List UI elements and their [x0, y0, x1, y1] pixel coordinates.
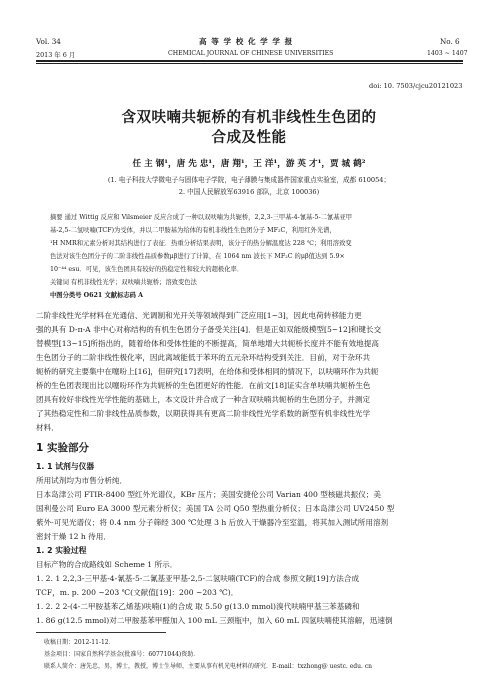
intro-line: 了其热稳定性和二阶非线性品质参数，以期获得具有更高二阶非线性光学系数的新型有机非线性光学 — [36, 409, 371, 418]
footnote-rule — [36, 632, 166, 633]
abstract-line: ¹H NMR和元素分析对其结构进行了表征．热重分析结果表明，该分子的热分解温度达 228 ℃；利用溶致变 — [50, 240, 352, 247]
body-line: TCF，m. p. 200 ~203 ℃(文献值[19]：200 ~203 ℃)． — [36, 588, 239, 597]
header-rule — [36, 60, 463, 62]
header-pages: 1403 ~ 1407 — [427, 50, 468, 57]
header-rule-thin — [36, 63, 463, 64]
header-volume: Vol. 34 — [36, 37, 61, 46]
classification: 中图分类号 O621 文献标志码 A — [50, 292, 144, 299]
intro-line: 团具有较好非线性光学性能的基础上，本文设计并合成了一种含双呋喃共轭桥的生色团分子，并测定 — [36, 395, 371, 404]
intro-line: 替模型[13~15]所指出的，随着给体和受体性能的不断提高，简单地增大共轭桥长度并不能有效地提高 — [36, 339, 379, 348]
intro-line: 轭桥的研究主要集中在噻吩上[16]，但研究[17]表明，在给体和受体相同的情况下，以呋喃环作为共轭 — [36, 367, 379, 376]
abstract-line: 摘要 通过 Wittig 反应和 Vilsmeier 反应合成了一种以双呋喃为共轭桥，2,2,3-三甲基-4-氰基-5-二氰基亚甲 — [50, 214, 353, 221]
body-line: 紫外-可见光谱仪；将 0.4 nm 分子筛经 300 ℃处理 3 h 后放入干燥器冷至室温，将其加入测试所用溶剂 — [36, 518, 389, 527]
header-journal-cn: 高 等 学 校 化 学 学 报 — [199, 37, 294, 46]
body-line: 日本岛津公司 FTIR-8400 型红外光谱仪，KBr 压片；美国安捷伦公司 Varian 400 型核磁共振仪；美 — [36, 490, 381, 499]
footnote: 基金项目：国家自然科学基金(批准号：60771044)资助． — [44, 651, 200, 658]
abstract-line: 10⁻⁴⁴ esu．可见，该生色团具有较好的热稳定性和较大的超极化率． — [50, 266, 244, 273]
intro-line: 生色团分子的二阶非线性极化率，因此离域能低于苯环的五元杂环结构受到关注．目前，对于杂环共 — [36, 353, 371, 362]
subsection-heading: 1. 2 实验过程 — [36, 546, 87, 555]
intro-line: 二阶非线性光学材料在光通信、光调制和光开关等领域得到广泛应用[1~3]，因此电荷转移能力更 — [36, 311, 362, 320]
body-line: 国利曼公司 Euro EA 3000 型元素分析仪；美国 TA 公司 Q50 型热重分析仪；日本岛津公司 UV2450 型 — [36, 504, 395, 513]
intro-line: 强的具有 D-π-A 非中心对称结构的有机生色团分子备受关注[4]．但是正如双能级模型[5~12]和键长交 — [36, 325, 382, 334]
header-issue: No. 6 — [440, 37, 460, 46]
header-journal-en: CHEMICAL JOURNAL OF CHINESE UNIVERSITIES — [168, 50, 334, 57]
abstract-line: 色法对该生色团分子的二阶非线性品质参数μβ进行了计算，在 1064 nm 波长下 MF₂C 的μβ值达到 5.9× — [50, 253, 345, 260]
intro-line: 桥的生色团表现出比以噻吩环作为共轭桥的生色团更好的性能．在前文[18]证实含单呋喃共轭桥生色 — [36, 381, 371, 390]
body-line: 目标产物的合成路线如 Scheme 1 所示． — [36, 560, 178, 569]
body-line: 1. 2. 1 2,2,3-三甲基-4-氰基-5-二氰基亚甲基-2,5-二氢呋喃(TCF)的合成 参照文献[19]方法合成 — [36, 574, 360, 583]
abstract-line: 基-2,5-二氢呋喃(TCF)为受体，并以二甲胺基为给体的有机非线性生色团分子 MF₂C，利用红外光谱， — [50, 227, 336, 234]
intro-line: 材料． — [36, 423, 59, 432]
authors: 任 主 钢¹，唐 先 忠¹，唐 翔¹，王 洋¹，游 英 才¹，贾 城 鹤² — [132, 159, 366, 169]
article-title-line2: 合成及性能 — [211, 130, 287, 146]
footnote: 联系人简介：唐先忠，男，博士，教授，博士生导师，主要从事有机光电材料的研究．E-mail：txzhong@ uestc. edu. cn — [44, 663, 373, 670]
section-heading: 1 实验部分 — [36, 442, 89, 454]
body-line: 密封干燥 12 h 待用． — [36, 532, 111, 541]
keywords: 关键词 有机非线性光学；双呋喃共轭桥；溶致变色法 — [50, 279, 197, 286]
body-line: 1. 86 g(12.5 mmol)对二甲胺基苯甲醛加入 100 mL 三颈瓶中，加入 60 mL 四氢呋喃使其溶解，迅速倒 — [36, 616, 393, 625]
doi: doi: 10. 7503/cjcu20121023 — [369, 82, 463, 90]
body-line: 1. 2. 2 2-(4-二甲胺基苯乙烯基)呋喃(1)的合成 取 5.50 g(13.0 mmol)溴代呋喃甲基三苯基磷和 — [36, 602, 360, 611]
affiliation-2: 2. 中国人民解放军63916 部队，北京 100036) — [178, 188, 320, 196]
footnote: 收稿日期：2012-11-12． — [44, 639, 115, 646]
affiliation-1: (1. 电子科技大学微电子与固体电子学院，电子薄膜与集成器件国家重点实验室，成都 610054； — [107, 176, 391, 184]
body-line: 所用试剂均为市售分析纯． — [36, 476, 128, 485]
header-date: 2013 年 6 月 — [36, 51, 76, 59]
subsection-heading: 1. 1 试剂与仪器 — [36, 462, 95, 471]
article-title-line1: 含双呋喃共轭桥的有机非线性生色团的 — [121, 110, 377, 126]
